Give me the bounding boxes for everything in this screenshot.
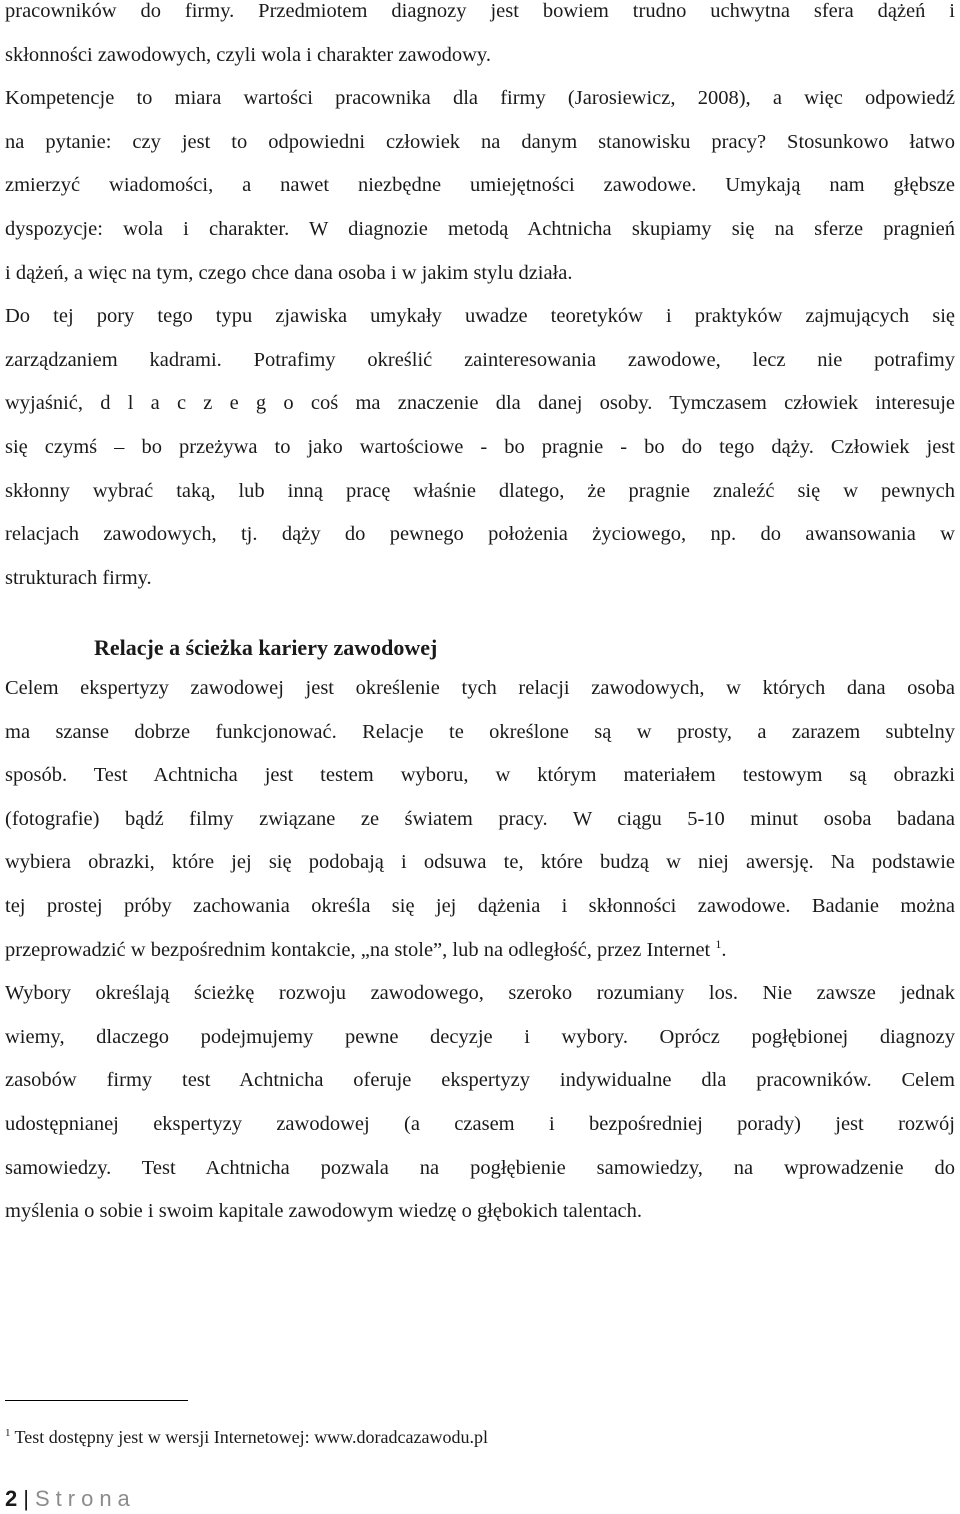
text-line: zmierzyć wiadomości, a nawet niezbędne umiejętności zawodowe. Umykają nam głębsze	[5, 174, 955, 197]
text-line: się czymś – bo przeżywa to jako wartościowe - bo pragnie - bo do tego dąży. Człowiek jest	[5, 435, 955, 458]
text-line: Wybory określają ścieżkę rozwoju zawodowego, szeroko rozumiany los. Nie zawsze jednak	[5, 982, 955, 1005]
page-number: 2	[5, 1486, 18, 1511]
text-line: Do tej pory tego typu zjawiska umykały uwadze teoretyków i praktyków zajmujących się	[5, 305, 955, 328]
footnote-marker: 1	[5, 1427, 11, 1439]
text-line: strukturach firmy.	[5, 566, 152, 589]
sentence-end: .	[721, 938, 727, 961]
text-line: Kompetencje to miara wartości pracownika dla firmy (Jarosiewicz, 2008), a więc odpowiedź	[5, 87, 955, 110]
text-line-with-footnote	[5, 929, 955, 973]
text-line: sposób. Test Achtnicha jest testem wyboru, w którym materiałem testowym są obrazki	[5, 764, 955, 787]
text-line: myślenia o sobie i swoim kapitale zawodowym wiedzę o głębokich talentach.	[5, 1200, 643, 1223]
page-number-footer	[5, 1484, 136, 1514]
text-line: udostępnianej ekspertyzy zawodowej (a czasem i bezpośredniej porady) jest rozwój	[5, 1112, 955, 1135]
page-label: Strona	[34, 1486, 136, 1511]
text-line: tej prostej próby zachowania określa się jej dążenia i skłonności zawodowe. Badanie można	[5, 894, 955, 917]
text-line: samowiedzy. Test Achtnicha pozwala na pogłębienie samowiedzy, na wprowadzenie do	[5, 1156, 955, 1179]
text-line: wybiera obrazki, które jej się podobają i odsuwa te, które budzą w niej awersję. Na podstawie	[5, 851, 955, 874]
text-line: relacjach zawodowych, tj. dąży do pewnego położenia życiowego, np. do awansowania w	[5, 523, 955, 546]
text-line: i dążeń, a więc na tym, czego chce dana osoba i w jakim stylu działa.	[5, 261, 573, 284]
footnote-text: Test dostępny jest w wersji Internetowej: www.doradcazawodu.pl	[14, 1427, 488, 1447]
footnote	[5, 1423, 488, 1451]
text-line: wiemy, dlaczego podejmujemy pewne decyzje i wybory. Oprócz pogłębionej diagnozy	[5, 1025, 955, 1048]
paragraph-motivation	[5, 0, 955, 600]
text-line: na pytanie: czy jest to odpowiedni człowiek na danym stanowisku pracy? Stosunkowo łatwo	[5, 130, 955, 153]
text-line: Celem ekspertyzy zawodowej jest określenie tych relacji zawodowych, w których dana osoba	[5, 677, 955, 699]
text-line: skłonności zawodowych, czyli wola i charakter zawodowy.	[5, 43, 491, 66]
text-line: pracowników do firmy. Przedmiotem diagnozy jest bowiem trudno uchwytna sfera dążeń i	[5, 0, 955, 22]
text-line: (fotografie) bądź filmy związane ze światem pracy. W ciągu 5-10 minut osoba badana	[5, 807, 955, 830]
text-line: dyspozycje: wola i charakter. W diagnozie metodą Achtnicha skupiamy się na sferze pragnień	[5, 217, 955, 240]
text-segment: przeprowadzić w bezpośrednim kontakcie, „na stole”, lub na odległość, przez Internet	[5, 938, 711, 961]
text-line: ma szanse dobrze funkcjonować. Relacje te określone są w prosty, a zarazem subtelny	[5, 720, 955, 743]
footnote-divider	[5, 1400, 188, 1401]
text-line: skłonny wybrać taką, lub inną pracę właśnie dlatego, że pragnie znaleźć się w pewnych	[5, 479, 955, 502]
page-separator: |	[23, 1486, 29, 1511]
paragraph-relations	[5, 667, 955, 1234]
text-line: zasobów firmy test Achtnicha oferuje ekspertyzy indywidualne dla pracowników. Celem	[5, 1069, 955, 1092]
section-heading: Relacje a ścieżka kariery zawodowej	[94, 635, 438, 660]
text-line: wyjaśnić, d l a c z e g o coś ma znaczenie dla danej osoby. Tymczasem człowiek interesuje	[5, 392, 955, 415]
footnote-reference: 1	[715, 936, 722, 951]
text-line: zarządzaniem kadrami. Potrafimy określić zainteresowania zawodowe, lecz nie potrafimy	[5, 348, 955, 371]
